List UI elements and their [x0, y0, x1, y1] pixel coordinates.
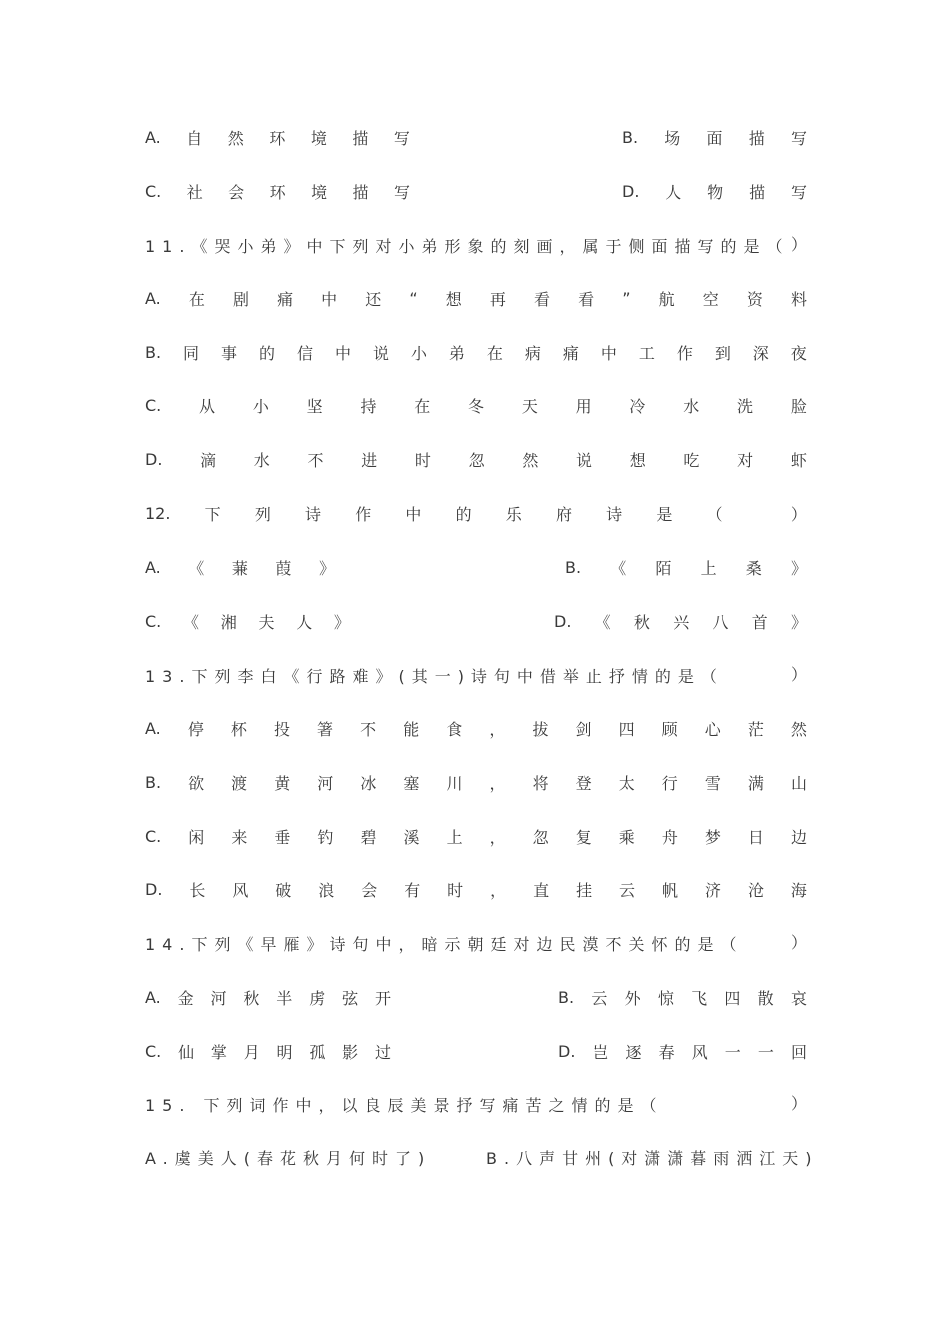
text-cell: 半 [276, 988, 293, 1008]
text-cell: 陌 [655, 558, 672, 578]
text-cell: 食 [446, 719, 463, 739]
question-line [145, 231, 807, 259]
text-cell: 的 [259, 343, 276, 363]
text-cell: 对 [737, 450, 754, 470]
text-cell: 然 [227, 128, 244, 148]
text-cell: 下 [204, 504, 221, 524]
text-cell: 川 [446, 773, 463, 793]
text-cell: 上 [446, 827, 463, 847]
text-cell: 天 [521, 396, 538, 416]
text-cell: 帆 [662, 880, 679, 900]
option-line [145, 284, 807, 312]
text-cell: 过 [374, 1042, 391, 1062]
text-cell: 12. [145, 503, 171, 523]
text-cell: 闲 [188, 827, 205, 847]
text-cell: 心 [704, 719, 721, 739]
text-cell: 边 [790, 827, 807, 847]
text-cell: B. [145, 772, 162, 792]
option-left [145, 177, 410, 205]
text-cell: 岂 [592, 1042, 609, 1062]
text-cell: 小 [252, 396, 269, 416]
text-cell: 》 [318, 558, 335, 578]
text-cell: 垂 [274, 827, 291, 847]
text-cell: 湘 [220, 612, 237, 632]
text-cell: 环 [269, 128, 286, 148]
close-paren: ） [790, 933, 807, 952]
text-cell: 进 [361, 450, 378, 470]
text-cell: 破 [275, 880, 292, 900]
text-cell: 虾 [790, 450, 807, 470]
text-cell: 》 [790, 612, 807, 632]
text-cell: 从 [199, 396, 216, 416]
option-line [145, 714, 807, 742]
text-cell: 外 [624, 988, 641, 1008]
text-cell: C. [145, 611, 162, 631]
text-cell: 秋 [243, 988, 260, 1008]
text-cell: 弟 [448, 343, 465, 363]
option-left [145, 983, 391, 1011]
text-cell: 开 [374, 988, 391, 1008]
text-cell: 剧 [232, 289, 249, 309]
text-cell: 中 [321, 289, 338, 309]
text-cell: 舟 [661, 827, 678, 847]
text-cell: 描 [352, 128, 369, 148]
text-cell: 雪 [704, 773, 721, 793]
text-cell: 境 [311, 182, 328, 202]
text-cell: 四 [724, 988, 741, 1008]
text-cell: 八 [712, 612, 729, 632]
text-cell: 复 [575, 827, 592, 847]
text-cell: ） [790, 504, 807, 524]
text-cell: （ [706, 504, 723, 524]
text-cell: 碧 [360, 827, 377, 847]
text-cell: ， [489, 827, 506, 847]
text-cell: 黄 [274, 773, 291, 793]
text-cell: 蒹 [231, 558, 248, 578]
option-left [145, 607, 350, 635]
text-cell: 一 [757, 1042, 774, 1062]
text-cell: 作 [355, 504, 372, 524]
text-cell: 诗 [305, 504, 322, 524]
option-left [145, 553, 335, 581]
text-cell: 拔 [532, 719, 549, 739]
text-cell: 不 [360, 719, 377, 739]
text-cell: 然 [790, 719, 807, 739]
text-cell: 冷 [629, 396, 646, 416]
text-cell: 渡 [231, 773, 248, 793]
text-cell: ， [489, 773, 506, 793]
text-cell: ” [622, 288, 631, 308]
text-cell: 直 [533, 880, 550, 900]
text-cell: 散 [757, 988, 774, 1008]
option-line [145, 1143, 819, 1171]
text-cell: 坚 [306, 396, 323, 416]
text-cell: 虏 [309, 988, 326, 1008]
text-cell: 中 [405, 504, 422, 524]
text-cell: 描 [748, 128, 765, 148]
option-line [145, 123, 807, 151]
text-cell: 太 [618, 773, 635, 793]
text-cell: 是 [656, 504, 673, 524]
text-cell: 哀 [790, 988, 807, 1008]
text-cell: 停 [187, 719, 204, 739]
text-cell: A. [145, 288, 161, 308]
text-cell: 济 [704, 880, 721, 900]
text-cell: 》 [790, 558, 807, 578]
text-cell: 在 [188, 289, 205, 309]
text-cell: 信 [296, 343, 313, 363]
text-cell: “ [409, 288, 418, 308]
option-left: A.虞美人(春花秋月何时了) [145, 1148, 432, 1168]
text-cell: 夫 [258, 612, 275, 632]
question-line [145, 929, 807, 957]
option-line [145, 875, 807, 903]
text-cell: C. [145, 395, 162, 415]
text-cell: 诗 [606, 504, 623, 524]
close-paren: ） [790, 1094, 807, 1113]
text-cell: 风 [232, 880, 249, 900]
text-cell: 《 [188, 558, 205, 578]
text-cell: 沧 [747, 880, 764, 900]
text-cell: 》 [333, 612, 350, 632]
text-cell: 时 [447, 880, 464, 900]
text-cell: 会 [228, 182, 245, 202]
text-cell: 长 [189, 880, 206, 900]
option-right [554, 607, 807, 635]
text-cell: 欲 [188, 773, 205, 793]
text-cell: 境 [310, 128, 327, 148]
text-cell: 明 [276, 1042, 293, 1062]
text-cell: C. [145, 1041, 162, 1061]
text-cell: 在 [414, 396, 431, 416]
text-cell: 杯 [230, 719, 247, 739]
text-cell: 工 [638, 343, 655, 363]
text-cell: D. [554, 611, 572, 631]
text-cell: 有 [404, 880, 421, 900]
text-cell: 再 [489, 289, 506, 309]
text-cell: C. [145, 181, 162, 201]
text-cell: 钓 [317, 827, 334, 847]
text-cell: 还 [365, 289, 382, 309]
text-cell: 列 [254, 504, 271, 524]
text-cell: 描 [749, 182, 766, 202]
text-cell: 痛 [562, 343, 579, 363]
text-cell: 夜 [790, 343, 807, 363]
text-cell: 挂 [576, 880, 593, 900]
close-paren: ） [790, 235, 807, 254]
text-cell: 说 [372, 343, 389, 363]
text-cell: 回 [790, 1042, 807, 1062]
text-cell: 写 [790, 182, 807, 202]
option-right [558, 1037, 807, 1065]
close-paren: ） [790, 665, 807, 684]
option-line [145, 338, 807, 366]
text-cell: 河 [210, 988, 227, 1008]
text-cell: 能 [403, 719, 420, 739]
text-cell: 中 [600, 343, 617, 363]
text-cell: 人 [296, 612, 313, 632]
option-line [145, 768, 807, 796]
text-cell: D. [145, 449, 163, 469]
text-cell: 会 [361, 880, 378, 900]
text-cell: 资 [746, 289, 763, 309]
text-cell: ， [489, 719, 506, 739]
text-cell: 自 [186, 128, 203, 148]
text-cell: 海 [790, 880, 807, 900]
text-cell: 塞 [403, 773, 420, 793]
text-cell: 看 [534, 289, 551, 309]
text-cell: 中 [334, 343, 351, 363]
text-cell: 风 [691, 1042, 708, 1062]
text-cell: 四 [618, 719, 635, 739]
question-line [145, 661, 807, 689]
question-text: 13.下列李白《行路难》(其一)诗句中借举止抒情的是（ [145, 666, 724, 686]
option-line [145, 983, 807, 1011]
text-cell: 时 [414, 450, 431, 470]
option-line [145, 822, 807, 850]
text-cell: 然 [522, 450, 539, 470]
option-line [145, 1037, 807, 1065]
text-cell: A. [145, 987, 161, 1007]
text-cell: 物 [707, 182, 724, 202]
text-cell: 上 [700, 558, 717, 578]
text-cell: 环 [269, 182, 286, 202]
text-cell: 面 [706, 128, 723, 148]
text-cell: 描 [352, 182, 369, 202]
text-cell: 到 [714, 343, 731, 363]
text-cell: 掌 [210, 1042, 227, 1062]
text-cell: 持 [360, 396, 377, 416]
text-cell: 《 [182, 612, 199, 632]
text-cell: 作 [676, 343, 693, 363]
text-cell: 山 [790, 773, 807, 793]
text-cell: D. [558, 1041, 576, 1061]
text-cell: C. [145, 826, 162, 846]
text-cell: 忽 [468, 450, 485, 470]
text-cell: 忽 [532, 827, 549, 847]
text-cell: 顾 [661, 719, 678, 739]
text-cell: ， [490, 880, 507, 900]
option-right [622, 123, 807, 151]
text-cell: 云 [591, 988, 608, 1008]
text-cell: 社 [186, 182, 203, 202]
text-cell: 逐 [625, 1042, 642, 1062]
text-cell: 事 [221, 343, 238, 363]
question-text: 15. 下列词作中，以良辰美景抒写痛苦之情的是（ [145, 1095, 664, 1115]
question-text: 11.《哭小弟》中下列对小弟形象的刻画，属于侧面描写的是（ [145, 236, 790, 256]
text-cell: 写 [393, 128, 410, 148]
option-right: B.八声甘州(对潇潇暮雨洒江天) [486, 1148, 819, 1168]
text-cell: 空 [702, 289, 719, 309]
text-cell: 病 [524, 343, 541, 363]
text-cell: 场 [664, 128, 681, 148]
text-cell: 影 [342, 1042, 359, 1062]
text-cell: B. [565, 557, 582, 577]
text-cell: 溪 [403, 827, 420, 847]
text-cell: 春 [658, 1042, 675, 1062]
text-cell: 乐 [505, 504, 522, 524]
option-line [145, 553, 807, 581]
text-cell: A. [145, 718, 161, 738]
text-cell: 仙 [178, 1042, 195, 1062]
text-cell: 梦 [704, 827, 721, 847]
text-cell: 滴 [200, 450, 217, 470]
text-cell: 航 [658, 289, 675, 309]
text-cell: 茫 [747, 719, 764, 739]
text-cell: 月 [243, 1042, 260, 1062]
text-cell: 料 [790, 289, 807, 309]
text-cell: 桑 [745, 558, 762, 578]
text-cell: 首 [751, 612, 768, 632]
text-cell: 登 [575, 773, 592, 793]
text-cell: D. [622, 181, 640, 201]
option-line [145, 445, 807, 473]
text-cell: 吃 [683, 450, 700, 470]
option-left [145, 123, 410, 151]
question-line [145, 1090, 807, 1118]
text-cell: 投 [273, 719, 290, 739]
text-cell: 乘 [618, 827, 635, 847]
text-cell: 一 [724, 1042, 741, 1062]
text-cell: 《 [594, 612, 611, 632]
text-cell: 水 [253, 450, 270, 470]
text-cell: 河 [317, 773, 334, 793]
text-cell: A. [145, 127, 161, 147]
text-cell: 小 [410, 343, 427, 363]
text-cell: 秋 [633, 612, 650, 632]
option-line [145, 499, 807, 527]
text-cell: A. [145, 557, 161, 577]
text-cell: 行 [661, 773, 678, 793]
text-cell: B. [622, 127, 639, 147]
text-cell: 写 [790, 128, 807, 148]
text-cell: 看 [578, 289, 595, 309]
text-cell: 说 [576, 450, 593, 470]
text-cell: 水 [683, 396, 700, 416]
text-cell: 用 [575, 396, 592, 416]
text-cell: 想 [445, 289, 462, 309]
text-cell: 洗 [737, 396, 754, 416]
text-cell: 写 [393, 182, 410, 202]
text-cell: 惊 [657, 988, 674, 1008]
text-cell: 《 [610, 558, 627, 578]
option-line [145, 391, 807, 419]
text-cell: 痛 [277, 289, 294, 309]
text-cell: 弦 [342, 988, 359, 1008]
text-cell: 孤 [309, 1042, 326, 1062]
text-cell: 深 [752, 343, 769, 363]
option-line [145, 607, 807, 635]
text-cell: 冬 [468, 396, 485, 416]
text-cell: 葭 [275, 558, 292, 578]
text-cell: 剑 [575, 719, 592, 739]
text-cell: D. [145, 879, 163, 899]
text-cell: 金 [177, 988, 194, 1008]
option-line [145, 177, 807, 205]
text-cell: 人 [665, 182, 682, 202]
text-cell: 飞 [691, 988, 708, 1008]
text-cell: B. [558, 987, 575, 1007]
text-cell: 满 [747, 773, 764, 793]
text-cell: 想 [629, 450, 646, 470]
text-cell: 脸 [790, 396, 807, 416]
text-cell: 浪 [318, 880, 335, 900]
text-cell: 兴 [673, 612, 690, 632]
option-right [558, 983, 807, 1011]
text-cell: 来 [231, 827, 248, 847]
option-right [622, 177, 807, 205]
text-cell: 在 [486, 343, 503, 363]
text-cell: 箸 [317, 719, 334, 739]
text-cell: 同 [183, 343, 200, 363]
option-left [145, 1037, 391, 1065]
text-cell: 不 [307, 450, 324, 470]
text-cell: 冰 [360, 773, 377, 793]
question-text: 14.下列《早雁》诗句中，暗示朝廷对边民漠不关怀的是（ [145, 934, 744, 954]
text-cell: B. [145, 342, 162, 362]
option-right [565, 553, 807, 581]
text-cell: 府 [555, 504, 572, 524]
text-cell: 云 [619, 880, 636, 900]
text-cell: 将 [532, 773, 549, 793]
text-cell: 的 [455, 504, 472, 524]
text-cell: 日 [747, 827, 764, 847]
